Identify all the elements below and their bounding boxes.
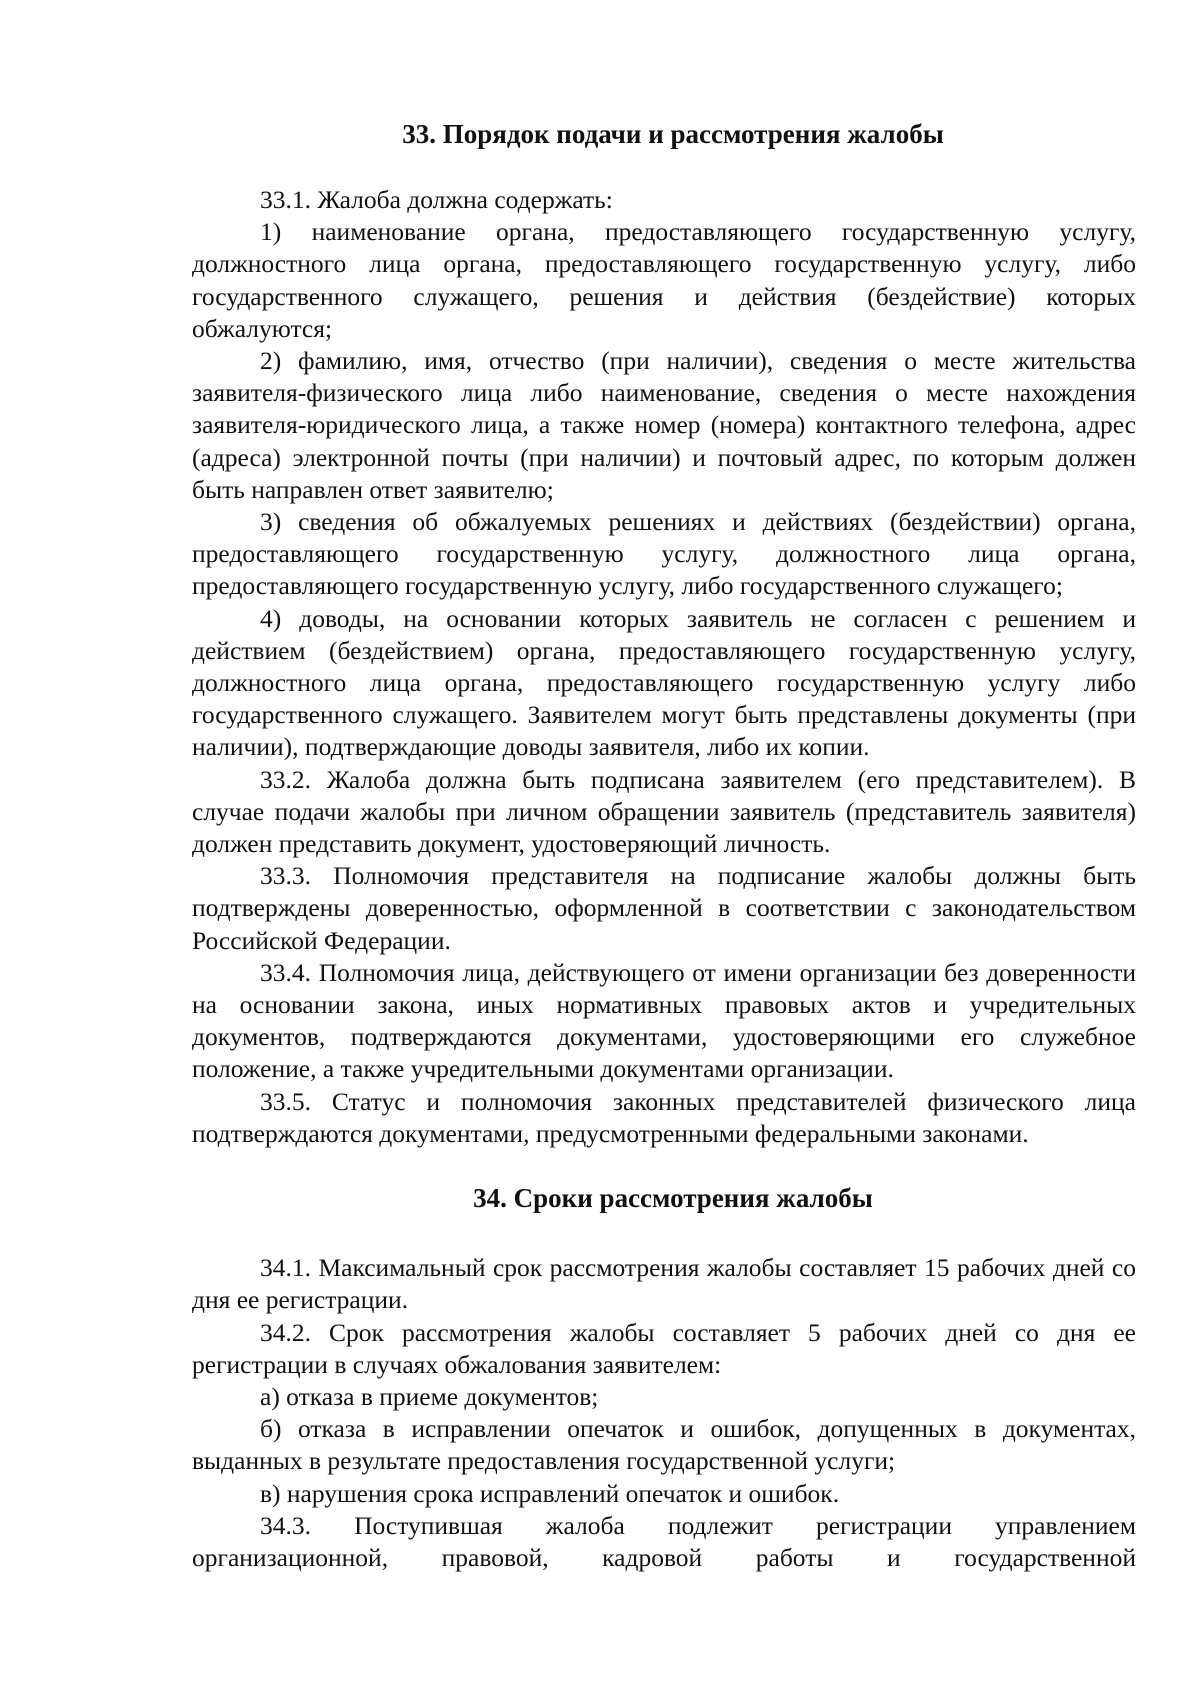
paragraph-33-1: 33.1. Жалоба должна содержать: [260, 185, 613, 214]
paragraph-33-1-item-2: 2) фамилию, имя, отчество (при наличии), сведения о месте жительства заявителя-физического лица либо наименование, сведения о месте нахождения заявителя-юридического лица, а также номер (номера) контактного телефона, адрес (адреса) электронной почты (при наличии) и почтовый адрес, по которым должен быть направлен ответ заявителю; [192, 346, 1136, 504]
paragraph-33-2: 33.2. Жалоба должна быть подписана заявителем (его представителем). В случае подачи жалобы при личном обращении заявитель (представитель заявителя) должен представить документ, удостоверяющий личность. [192, 764, 1136, 859]
paragraph-33-1-item-4: 4) доводы, на основании которых заявитель не согласен с решением и действием (бездействием) органа, предоставляющего государственную услугу, должностного лица органа, предоставляющего государственную услугу либо государственного служащего. Заявителем могут быть представлены документы (при наличии), подтверждающие доводы заявителя, либо их копии. [192, 603, 1136, 762]
paragraph-33-1-item-3: 3) сведения об обжалуемых решениях и действиях (бездействии) органа, предоставляющего государственную услугу, должностного лица органа, предоставляющего государственную услугу, либо государственного служащего; [192, 507, 1136, 601]
paragraph-33-4: 33.4. Полномочия лица, действующего от имени организации без доверенности на основании закона, иных нормативных правовых актов и учредительных документов, подтверждаются документами, удостоверяющими его служебное положение, а также учредительными документами организации. [192, 957, 1136, 1084]
paragraph-34-1: 34.1. Максимальный срок рассмотрения жалобы составляет 15 рабочих дней со дня ее регистрации. [192, 1253, 1136, 1315]
paragraph-33-1-item-1: 1) наименование органа, предоставляющего государственную услугу, должностного лица органа, предоставляющего государственную услугу, либо государственного служащего, решения и действия (бездействие) которых обжалуются; [192, 217, 1136, 343]
section-33-title: 33. Порядок подачи и рассмотрения жалобы [402, 119, 944, 149]
section-34-body [192, 1252, 1136, 1574]
section-33-body [192, 184, 1136, 1150]
paragraph-33-3: 33.3. Полномочия представителя на подписание жалобы должны быть подтверждены доверенностью, оформленной в соответствии с законодательством Российской Федерации. [192, 861, 1136, 955]
paragraph-34-3: 34.3. Поступившая жалоба подлежит регистрации управлением организационной, правовой, кадровой работы и государственной [192, 1510, 1136, 1572]
paragraph-34-2-item-v: в) нарушения срока исправлений опечаток и ошибок. [260, 1478, 840, 1508]
paragraph-33-5: 33.5. Статус и полномочия законных представителей физического лица подтверждаются документами, предусмотренными федеральными законами. [192, 1086, 1136, 1148]
paragraph-34-2-item-a: а) отказа в приеме документов; [260, 1381, 599, 1411]
section-34-title: 34. Сроки рассмотрения жалобы [473, 1183, 873, 1214]
paragraph-34-2: 34.2. Срок рассмотрения жалобы составляет 5 рабочих дней со дня ее регистрации в случаях обжалования заявителем: [192, 1317, 1136, 1379]
paragraph-34-2-item-b: б) отказа в исправлении опечаток и ошибок, допущенных в документах, выданных в результате предоставления государственной услуги; [192, 1414, 1136, 1476]
